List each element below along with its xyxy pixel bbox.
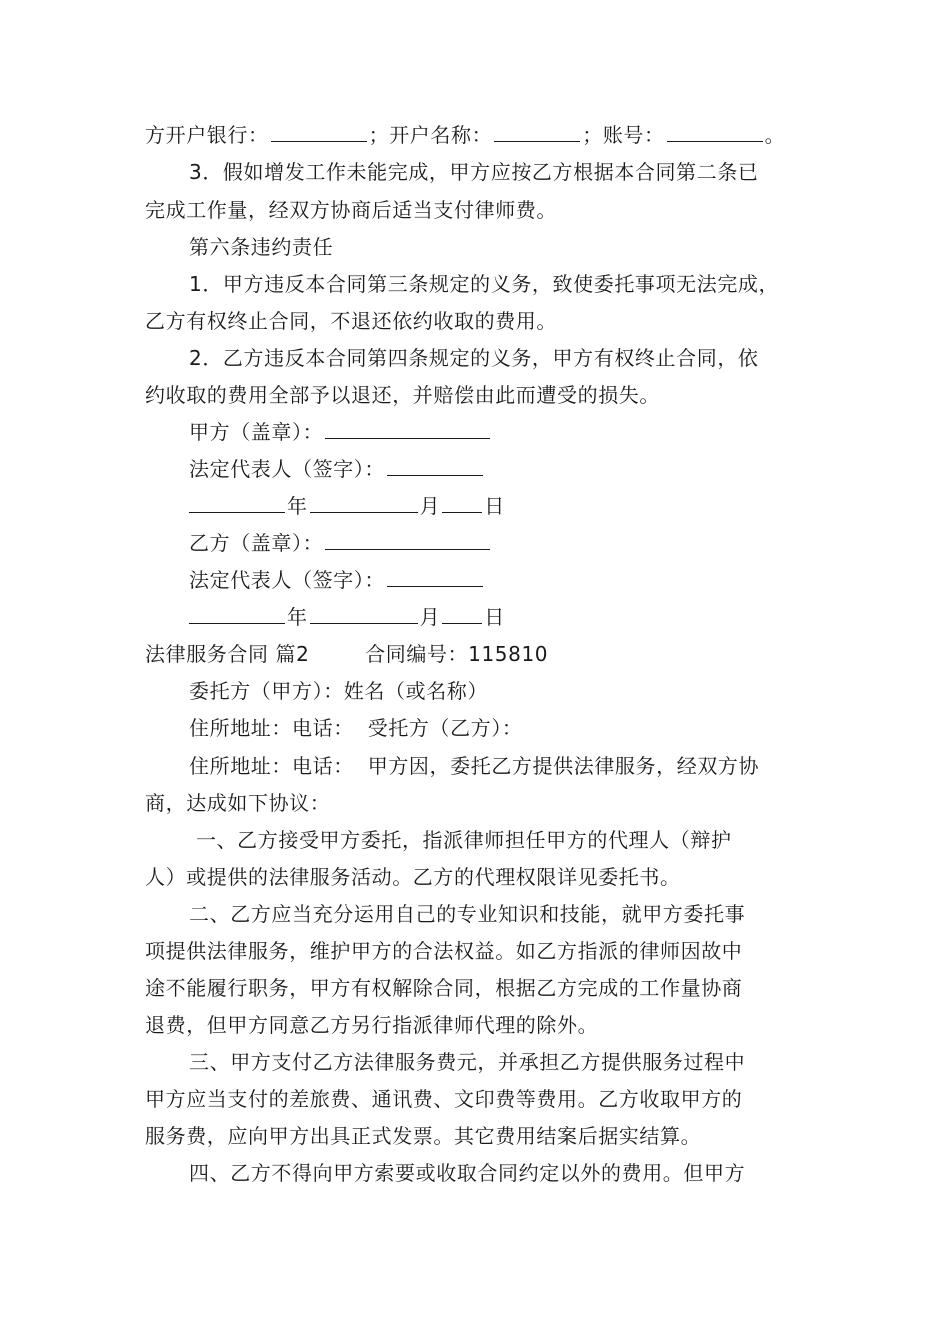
paragraph-line: 3．假如增发工作未能完成，甲方应按乙方根据本合同第二条已	[189, 160, 759, 184]
paragraph-line: 人）或提供的法律服务活动。乙方的代理权限详见委托书。	[145, 865, 681, 889]
blank-field	[325, 414, 490, 439]
blank-field	[387, 562, 483, 587]
blank-field	[442, 488, 482, 513]
paragraph-line: 住所地址：电话： 甲方因，委托乙方提供法律服务，经双方协	[189, 754, 760, 778]
paragraph-line: 委托方（甲方）：姓名（或名称）	[189, 679, 488, 703]
paragraph-line: 住所地址：电话： 受托方（乙方）：	[189, 716, 523, 740]
paragraph-line: 1．甲方违反本合同第三条规定的义务，致使委托事项无法完成，	[189, 272, 780, 296]
paragraph-line: 乙方有权终止合同，不退还依约收取的费用。	[145, 309, 557, 333]
blank-field	[310, 599, 418, 624]
paragraph-line: 甲方应当支付的差旅费、通讯费、文印费等费用。乙方收取甲方的	[145, 1087, 743, 1111]
blank-field	[442, 599, 482, 624]
bank-info-line: 方开户银行： ；开户名称： ；账号： 。	[145, 117, 785, 154]
blank-field	[189, 599, 285, 624]
blank-field	[494, 117, 580, 142]
party-a-seal-line: 甲方（盖章）：	[189, 414, 492, 451]
blank-field	[325, 525, 490, 550]
paragraph-line: 二、乙方应当充分运用自己的专业知识和技能，就甲方委托事	[189, 902, 746, 926]
paragraph-line: 项提供法律服务，维护甲方的合法权益。如乙方指派的律师因故中	[145, 939, 743, 963]
blank-field	[310, 488, 418, 513]
paragraph-line: 2．乙方违反本合同第四条规定的义务，甲方有权终止合同，依	[189, 346, 759, 370]
section-heading: 第六条违约责任	[189, 235, 334, 259]
party-a-representative-line: 法定代表人（签字）：	[189, 451, 485, 488]
blank-field	[271, 117, 367, 142]
party-a-date-line: 年 月 日	[189, 488, 505, 525]
blank-field	[387, 451, 483, 476]
party-b-representative-line: 法定代表人（签字）：	[189, 562, 485, 599]
party-b-date-line: 年 月 日	[189, 599, 505, 636]
paragraph-line: 三、甲方支付乙方法律服务费元，并承担乙方提供服务过程中	[189, 1050, 746, 1074]
blank-field	[189, 488, 285, 513]
paragraph-line: 四、乙方不得向甲方索要或收取合同约定以外的费用。但甲方	[189, 1161, 746, 1185]
paragraph-line: 商，达成如下协议：	[145, 791, 331, 815]
contract-title-line: 法律服务合同 篇2 合同编号：115810	[145, 642, 549, 666]
party-b-seal-line: 乙方（盖章）：	[189, 525, 492, 562]
paragraph-line: 途不能履行职务，甲方有权解除合同，根据乙方完成的工作量协商	[145, 976, 743, 1000]
paragraph-line: 约收取的费用全部予以退还，并赔偿由此而遭受的损失。	[145, 383, 660, 407]
paragraph-line: 一、乙方接受甲方委托，指派律师担任甲方的代理人（辩护	[189, 828, 732, 852]
paragraph-line: 退费，但甲方同意乙方另行指派律师代理的除外。	[145, 1013, 599, 1037]
blank-field	[667, 117, 763, 142]
paragraph-line: 完成工作量，经双方协商后适当支付律师费。	[145, 198, 557, 222]
paragraph-line: 服务费，应向甲方出具正式发票。其它费用结案后据实结算。	[145, 1124, 702, 1148]
